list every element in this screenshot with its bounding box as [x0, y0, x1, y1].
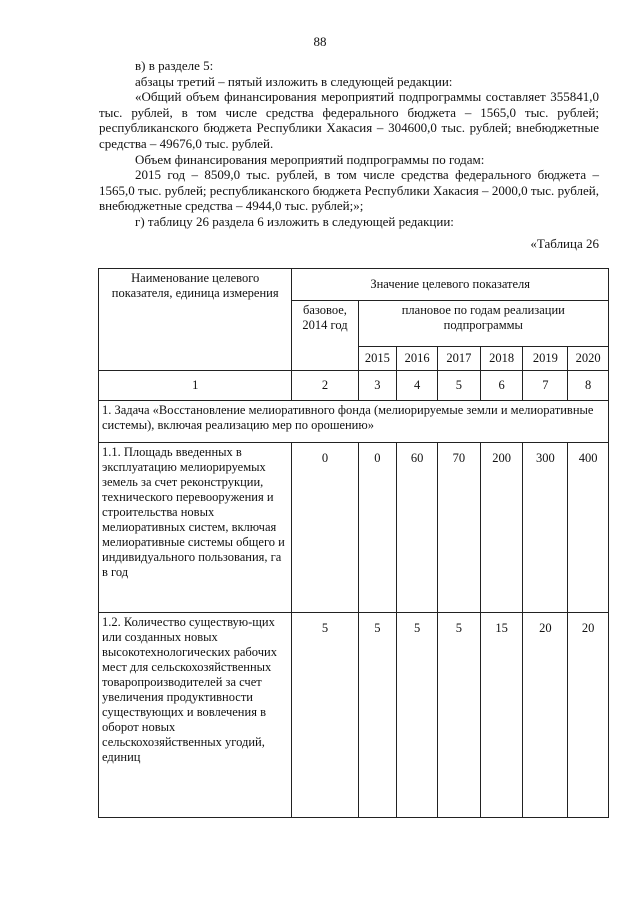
- indicator-value: 0: [358, 443, 397, 613]
- page-number: 88: [313, 34, 327, 49]
- indicator-value: 15: [480, 613, 523, 818]
- indicator-table: [98, 268, 609, 818]
- indicator-value: 5: [397, 613, 438, 818]
- year-header: 2015: [358, 347, 397, 371]
- column-number: 4: [397, 371, 438, 401]
- column-number: 7: [523, 371, 568, 401]
- indicator-value: 70: [437, 443, 480, 613]
- paragraph: в) в разделе 5:: [135, 58, 214, 73]
- indicator-value: 300: [523, 443, 568, 613]
- indicator-value: 0: [292, 443, 358, 613]
- column-number: 5: [437, 371, 480, 401]
- task-row: 1. Задача «Восстановление мелиоративного фонда (мелиорируемые земли и мелиоративные системы), включая реализацию мер по орошению»: [99, 401, 609, 443]
- indicator-value: 200: [480, 443, 523, 613]
- year-header: 2017: [437, 347, 480, 371]
- paragraph: абзацы третий – пятый изложить в следующей редакции:: [135, 73, 453, 89]
- indicator-value: 5: [437, 613, 480, 818]
- header-base-year: базовое, 2014 год: [292, 301, 358, 371]
- indicator-value: 5: [292, 613, 358, 818]
- column-number: 6: [480, 371, 523, 401]
- paragraph: г) таблицу 26 раздела 6 изложить в следующей редакции:: [135, 213, 454, 229]
- indicator-value: 20: [568, 613, 609, 818]
- column-number: 2: [292, 371, 358, 401]
- header-indicator-name: Наименование целевого показателя, единица измерения: [99, 269, 292, 371]
- body-text: [99, 58, 599, 251]
- indicator-value: 60: [397, 443, 438, 613]
- paragraph: Объем финансирования мероприятий подпрограммы по годам:: [135, 151, 485, 167]
- indicator-value: 5: [358, 613, 397, 818]
- header-indicator-value: Значение целевого показателя: [292, 269, 609, 301]
- indicator-name: 1.2. Количество существую-щих или созданных новых высокотехнологических рабочих мест для сельскохозяйственных товаропроизводителей за счет увеличения продуктивности существующих и вовлечения в оборот новых сельскохозяйственных угодий, единиц: [99, 613, 292, 818]
- header-planned: плановое по годам реализации подпрограммы: [358, 301, 608, 347]
- paragraph: «Общий объем финансирования мероприятий подпрограммы составляет 355841,0 тыс. рублей, в том числе средства федерального бюджета – 1565,0 тыс. рублей; республиканского бюджета Республики Хакасия – 304600,0 тыс. рублей; внебюджетные средства – 49676,0 тыс. рублей.: [99, 89, 599, 151]
- year-header: 2016: [397, 347, 438, 371]
- indicator-value: 20: [523, 613, 568, 818]
- table-row: [99, 613, 609, 818]
- paragraph: 2015 год – 8509,0 тыс. рублей, в том числе средства федерального бюджета – 1565,0 тыс. рублей; республиканского бюджета Республики Хакасия – 2000,0 тыс. рублей, внебюджетные средства – 4944,0 тыс. рублей;»;: [99, 167, 599, 214]
- indicator-name: 1.1. Площадь введенных в эксплуатацию мелиорируемых земель за счет реконструкции, технического перевооружения и строительства новых мелиоративных систем, включая мелиоративные системы общего и индивидуального пользования, га в год: [99, 443, 292, 613]
- column-number: 3: [358, 371, 397, 401]
- table-label: «Таблица 26: [530, 235, 599, 251]
- year-header: 2018: [480, 347, 523, 371]
- indicator-value: 400: [568, 443, 609, 613]
- table-row: [99, 443, 609, 613]
- column-number: 1: [99, 371, 292, 401]
- column-number: 8: [568, 371, 609, 401]
- year-header: 2019: [523, 347, 568, 371]
- year-header: 2020: [568, 347, 609, 371]
